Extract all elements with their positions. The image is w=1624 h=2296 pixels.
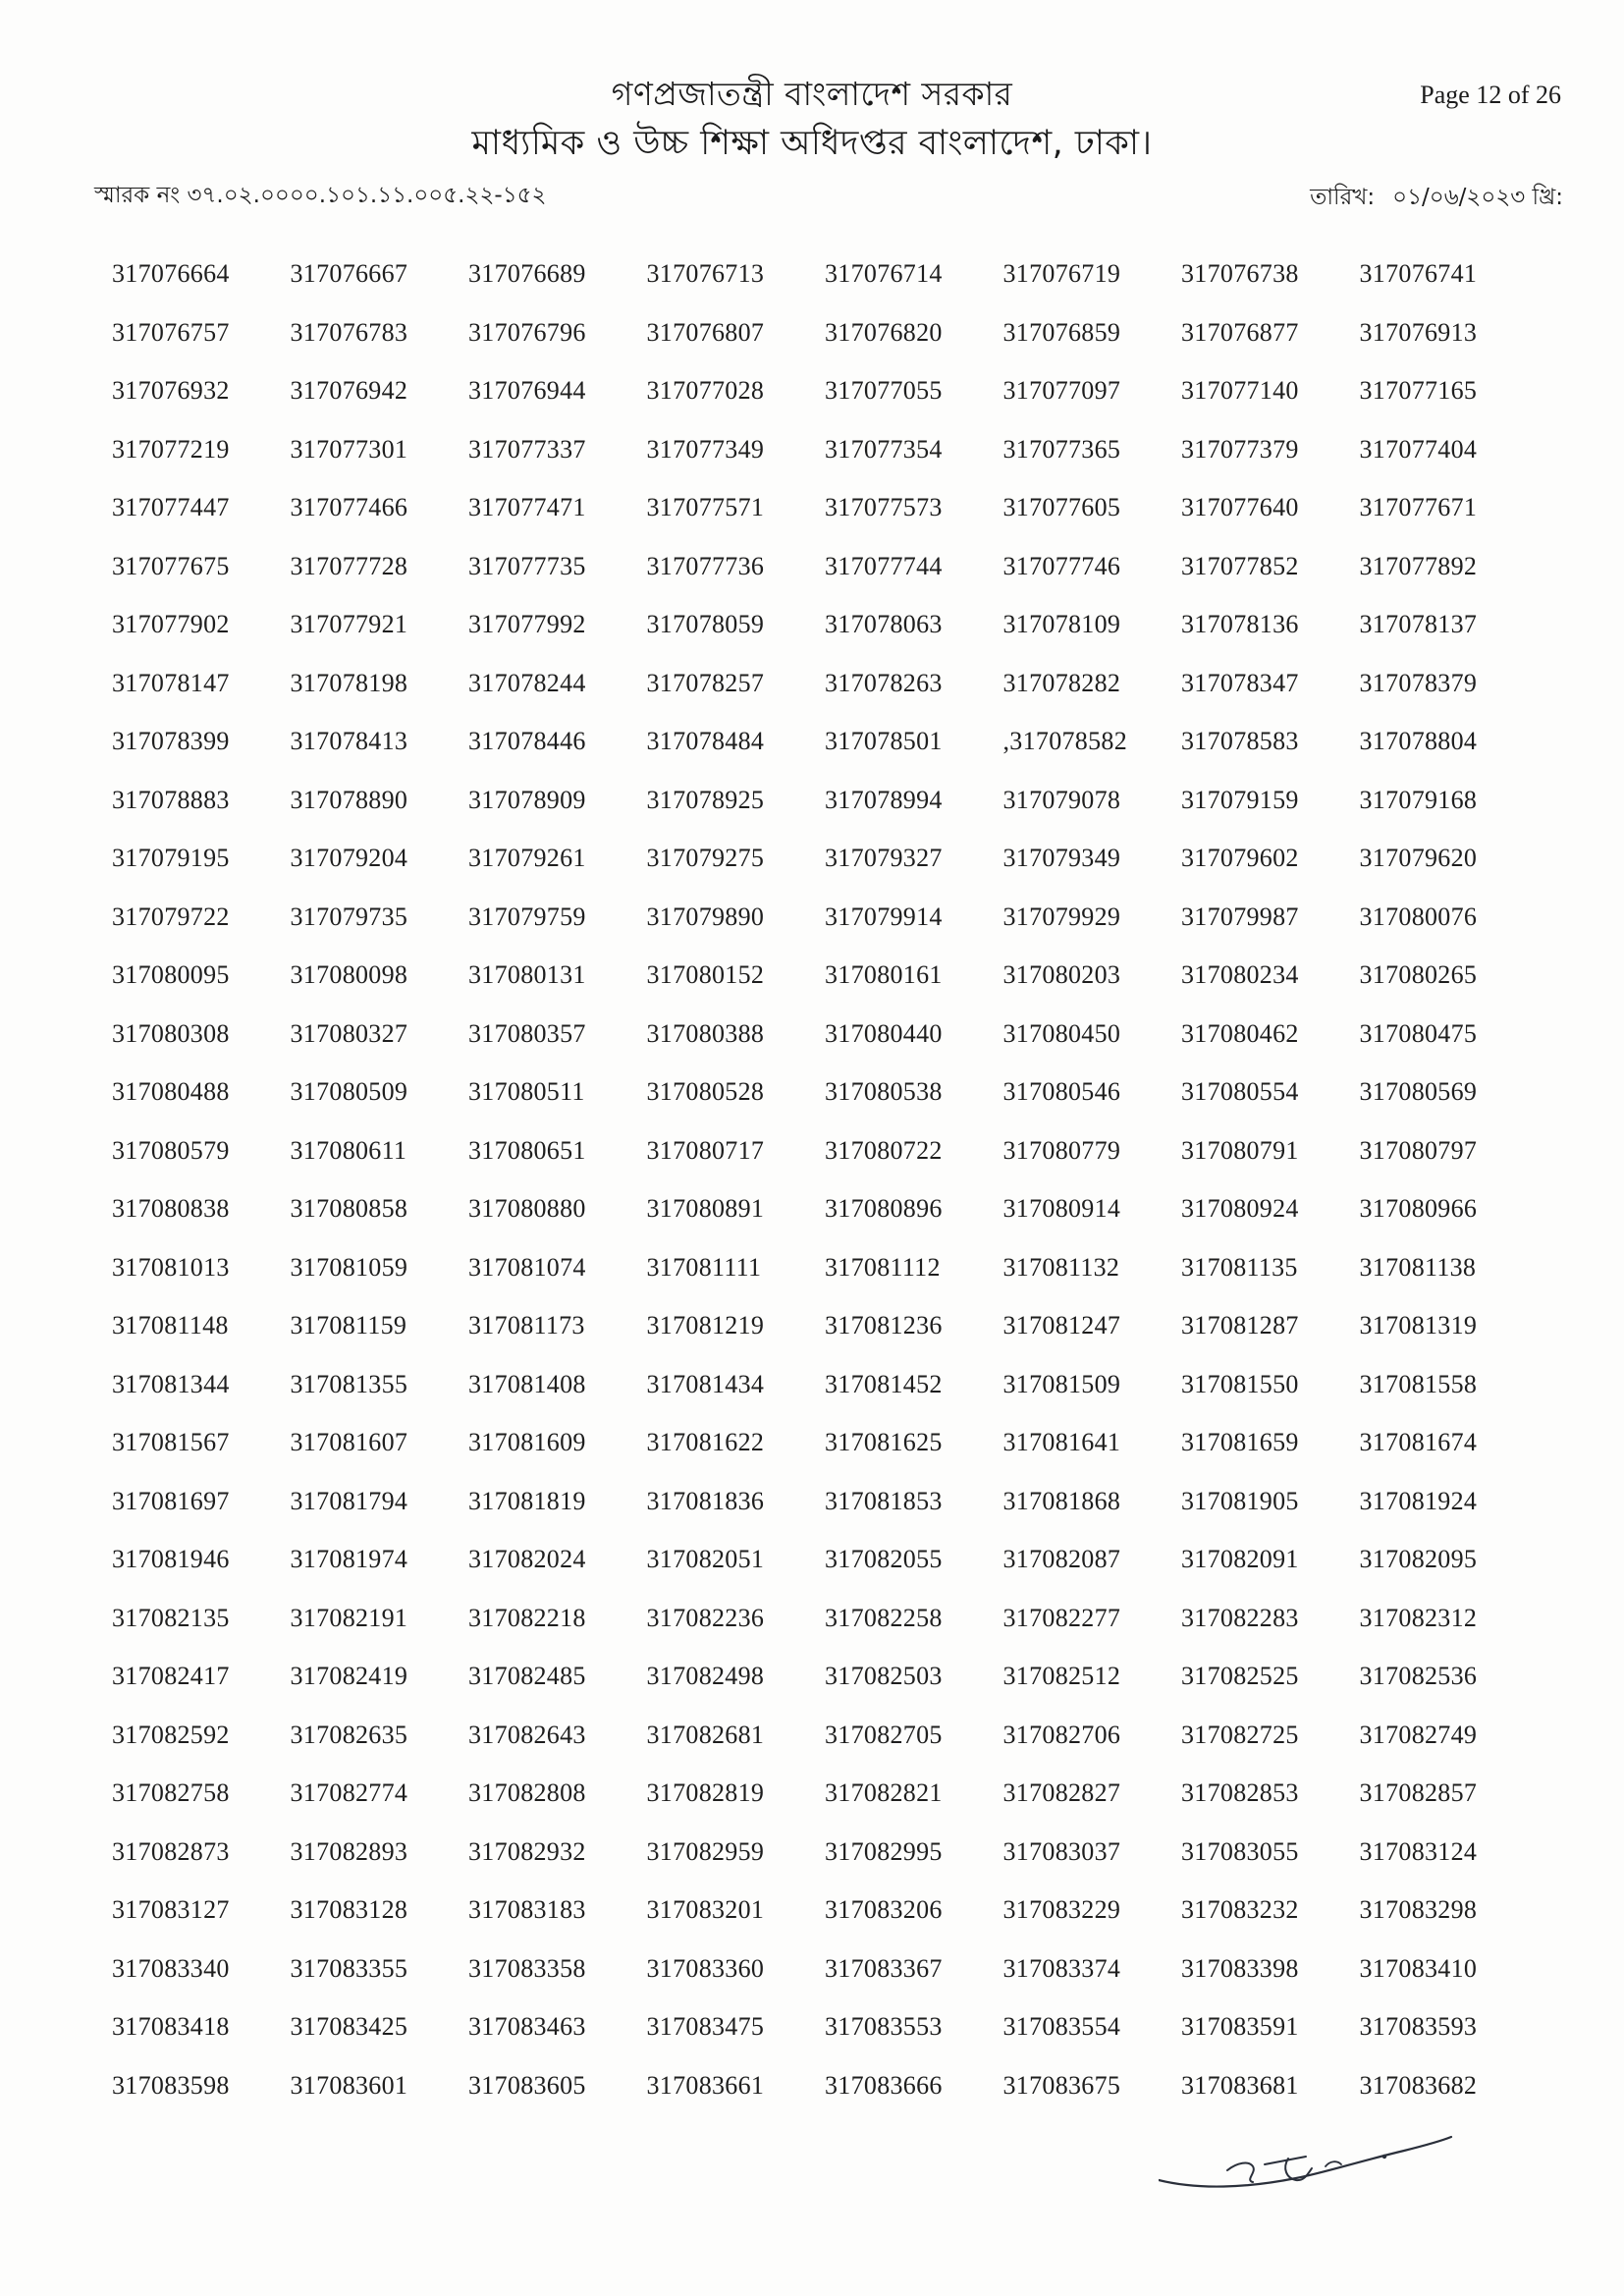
roll-number-cell: 317082932 [468,1836,586,1866]
roll-number-cell: 317083425 [290,2012,408,2041]
roll-number-cell: 317078583 [1181,727,1299,755]
roll-number-cell: 317078994 [825,785,943,814]
roll-number-table [112,259,1538,2129]
roll-number-cell: 317080475 [1359,1018,1478,1048]
roll-number-cell: 317076807 [646,317,765,347]
roll-number-cell: 317080095 [112,960,230,989]
roll-number-cell: 317083206 [825,1895,943,1924]
roll-number-cell: 317081905 [1181,1486,1299,1515]
roll-number-cell: 317080509 [290,1077,408,1106]
roll-number-cell: 317080076 [1359,902,1478,931]
roll-number-cell: 317081622 [646,1428,765,1456]
roll-number-cell: 317080838 [112,1194,230,1223]
roll-number-cell: 317076741 [1359,259,1478,288]
roll-number-cell: 317080528 [646,1077,765,1106]
roll-number-cell: 317082808 [468,1778,586,1807]
roll-number-cell: 317078263 [825,668,943,697]
roll-number-cell: 317078347 [1181,668,1299,697]
roll-number-cell: 317083601 [290,2070,408,2100]
roll-number-cell: 317078198 [290,668,408,697]
roll-number-cell: 317080388 [646,1018,765,1048]
roll-number-cell: 317077337 [468,434,586,464]
roll-number-cell: 317082498 [646,1662,765,1690]
roll-number-cell: 317080779 [1002,1135,1121,1165]
table-row [112,1077,1538,1136]
roll-number-cell: 317081355 [290,1369,408,1398]
roll-number-cell: 317081148 [112,1311,229,1339]
roll-number-cell: 317083591 [1181,2012,1299,2041]
roll-number-cell: 317080450 [1002,1018,1121,1048]
roll-number-cell: 317082725 [1181,1720,1299,1749]
roll-number-cell: 317080880 [468,1194,586,1223]
roll-number-cell: 317083128 [290,1895,408,1924]
roll-number-cell: 317081794 [290,1486,408,1515]
roll-number-cell: 317083398 [1181,1953,1299,1983]
roll-number-cell: 317078059 [646,610,765,638]
roll-number-cell: 317076932 [112,376,230,405]
table-row [112,1019,1538,1078]
roll-number-cell: 317083554 [1002,2012,1121,2041]
roll-number-cell: 317078257 [646,668,765,697]
roll-number-cell: 317082191 [290,1603,408,1632]
roll-number-cell: 317081550 [1181,1369,1299,1398]
roll-number-cell: 317082819 [646,1778,765,1807]
roll-number-cell: 317080546 [1002,1077,1121,1106]
roll-number-cell: 317076859 [1002,317,1121,347]
table-row [112,1253,1538,1312]
memo-date [1310,179,1563,217]
roll-number-cell: 317079890 [646,902,765,931]
roll-number-cell: 317082135 [112,1603,230,1632]
roll-number-cell: 317079722 [112,902,230,931]
roll-number-cell: 317080896 [825,1194,943,1223]
roll-number-cell: 317083605 [468,2070,586,2100]
table-row [112,552,1538,611]
roll-number-cell: 317077404 [1359,434,1478,464]
roll-number-cell: 317082774 [290,1778,408,1807]
roll-number-cell: 317077365 [1002,434,1121,464]
roll-number-cell: 317080488 [112,1077,230,1106]
table-row [112,1136,1538,1195]
roll-number-cell: 317082512 [1002,1662,1121,1690]
roll-number-cell: 317077675 [112,551,230,580]
roll-number-cell: 317080511 [468,1077,585,1106]
roll-number-cell: 317077028 [646,376,765,405]
roll-number-cell: 317077921 [290,610,408,638]
roll-number-cell: 317083127 [112,1895,230,1924]
roll-number-cell: 317077735 [468,551,586,580]
roll-number-cell: 317082706 [1002,1720,1121,1749]
roll-number-cell: 317077736 [646,551,765,580]
roll-number-cell: 317076757 [112,317,230,347]
roll-number-cell: 317083355 [290,1953,408,1983]
roll-number-cell: 317080152 [646,960,765,989]
roll-number-cell: 317080131 [468,960,586,989]
roll-number-cell: 317083475 [646,2012,765,2041]
roll-number-cell: 317082051 [646,1545,765,1573]
roll-number-cell: 317078446 [468,727,586,755]
roll-number-cell: 317080357 [468,1018,586,1048]
roll-number-cell: 317083661 [646,2070,765,2100]
roll-number-cell: 317076713 [646,259,765,288]
table-row [112,435,1538,494]
roll-number-cell: 317083418 [112,2012,230,2041]
table-row [112,669,1538,728]
roll-number-cell: 317082857 [1359,1778,1478,1807]
roll-number-cell: 317081868 [1002,1486,1121,1515]
table-row [112,1545,1538,1604]
roll-number-cell: 317082536 [1359,1662,1478,1690]
roll-number-cell: 317077571 [646,493,765,521]
government-title: গণপ্রজাতন্ত্রী বাংলাদেশ সরকার [611,75,1013,113]
roll-number-cell: 317082236 [646,1603,765,1632]
roll-number-cell: 317076783 [290,317,408,347]
roll-number-cell: 317077902 [112,610,230,638]
table-row [112,1194,1538,1253]
roll-number-cell: 317081132 [1002,1252,1120,1282]
roll-number-cell: 317078925 [646,785,765,814]
roll-number-cell: 317082827 [1002,1778,1121,1807]
roll-number-cell: 317081924 [1359,1486,1478,1515]
roll-number-cell: 317081434 [646,1369,765,1398]
roll-number-cell: 317078399 [112,727,230,755]
roll-number-cell: 317080722 [825,1135,943,1165]
roll-number-cell: 317083367 [825,1953,943,1983]
roll-number-cell: 317082503 [825,1662,943,1690]
roll-number-cell: 317083298 [1359,1895,1478,1924]
roll-number-cell: ,317078582 [1002,727,1127,755]
roll-number-cell: 317079349 [1002,844,1121,872]
roll-number-cell: 317082821 [825,1778,943,1807]
roll-number-cell: 317079327 [825,844,943,872]
roll-number-cell: 317081567 [112,1428,230,1456]
roll-number-cell: 317079261 [468,844,586,872]
roll-number-cell: 317081625 [825,1428,943,1456]
roll-number-cell: 317077466 [290,493,408,521]
roll-number-cell: 317081558 [1359,1369,1478,1398]
roll-number-cell: 317082024 [468,1545,586,1573]
roll-number-cell: 317081408 [468,1369,586,1398]
roll-number-cell: 317080791 [1181,1135,1299,1165]
roll-number-cell: 317083055 [1181,1836,1299,1866]
roll-number-cell: 317077573 [825,493,943,521]
roll-number-cell: 317082419 [290,1662,408,1690]
roll-number-cell: 317082853 [1181,1778,1299,1807]
roll-number-cell: 317079929 [1002,902,1121,931]
roll-number-cell: 317077379 [1181,434,1299,464]
roll-number-cell: 317078804 [1359,727,1478,755]
roll-number-cell: 317077744 [825,551,943,580]
roll-number-cell: 317076714 [825,259,943,288]
roll-number-cell: 317080611 [290,1135,407,1165]
roll-number-cell: 317082635 [290,1720,408,1749]
roll-number-cell: 317080924 [1181,1194,1299,1223]
table-row [112,1370,1538,1429]
table-row [112,1604,1538,1663]
roll-number-cell: 317076689 [468,259,586,288]
roll-number-cell: 317083340 [112,1953,230,1983]
roll-number-cell: 317077055 [825,376,943,405]
roll-number-cell: 317079204 [290,844,408,872]
roll-number-cell: 317077671 [1359,493,1478,521]
roll-number-cell: 317082681 [646,1720,765,1749]
table-row [112,1954,1538,2013]
table-row [112,727,1538,786]
roll-number-cell: 317077892 [1359,551,1478,580]
roll-number-cell: 317081236 [825,1311,943,1339]
roll-number-cell: 317083666 [825,2070,943,2100]
roll-number-cell: 317076664 [112,259,230,288]
roll-number-cell: 317081135 [1181,1252,1298,1282]
roll-number-cell: 317081112 [825,1252,941,1282]
roll-number-cell: 317082749 [1359,1720,1478,1749]
roll-number-cell: 317083593 [1359,2012,1478,2041]
roll-number-cell: 317081059 [290,1252,408,1282]
roll-number-cell: 317083037 [1002,1836,1121,1866]
roll-number-cell: 317080203 [1002,960,1121,989]
roll-number-cell: 317079159 [1181,785,1299,814]
roll-number-cell: 317079168 [1359,785,1478,814]
roll-number-cell: 317081509 [1002,1369,1121,1398]
roll-number-cell: 317082091 [1181,1545,1299,1573]
roll-number-cell: 317080966 [1359,1194,1478,1223]
roll-number-cell: 317081247 [1002,1311,1121,1339]
roll-number-cell: 317081607 [290,1428,408,1456]
roll-number-cell: 317082758 [112,1778,230,1807]
table-row [112,610,1538,669]
directorate-title: মাধ্যমিক ও উচ্চ শিক্ষা অধিদপ্তর বাংলাদেশ, ঢাকা। [471,124,1153,163]
roll-number-cell: 317082277 [1002,1603,1121,1632]
roll-number-cell: 317082592 [112,1720,230,1749]
roll-number-cell: 317082283 [1181,1603,1299,1632]
roll-number-cell: 317077992 [468,610,586,638]
roll-number-cell: 317081287 [1181,1311,1299,1339]
roll-number-cell: 317080265 [1359,960,1478,989]
roll-number-cell: 317081819 [468,1486,586,1515]
roll-number-cell: 317081138 [1359,1252,1477,1282]
roll-number-cell: 317080717 [646,1135,765,1165]
table-row [112,2071,1538,2130]
roll-number-cell: 317083232 [1181,1895,1299,1924]
table-row [112,1721,1538,1779]
table-row [112,1487,1538,1546]
roll-number-cell: 317079275 [646,844,765,872]
roll-number-cell: 317081853 [825,1486,943,1515]
roll-number-cell: 317077640 [1181,493,1299,521]
roll-number-cell: 317076667 [290,259,408,288]
roll-number-cell: 317081173 [468,1311,585,1339]
roll-number-cell: 317080554 [1181,1077,1299,1106]
roll-number-cell: 317082643 [468,1720,586,1749]
roll-number-cell: 317083360 [646,1953,765,1983]
roll-number-cell: 317081609 [468,1428,586,1456]
roll-number-cell: 317082218 [468,1603,586,1632]
roll-number-cell: 317076942 [290,376,408,405]
roll-number-cell: 317076796 [468,317,586,347]
roll-number-cell: 317080651 [468,1135,586,1165]
roll-number-cell: 317079914 [825,902,943,931]
roll-number-cell: 317083374 [1002,1953,1121,1983]
roll-number-cell: 317083229 [1002,1895,1121,1924]
table-row [112,1778,1538,1837]
roll-number-cell: 317080440 [825,1018,943,1048]
roll-number-cell: 317081836 [646,1486,765,1515]
roll-number-cell: 317083410 [1359,1953,1478,1983]
roll-number-cell: 317080579 [112,1135,230,1165]
memo-reference: স্মারক নং ৩৭.০২.০০০০.১০১.১১.০০৫.২২-১৫২ [94,183,547,208]
roll-number-cell: 317080098 [290,960,408,989]
table-row [112,2012,1538,2071]
roll-number-cell: 317083598 [112,2070,230,2100]
roll-number-cell: 317081111 [646,1252,762,1282]
roll-number-cell: 317082417 [112,1662,230,1690]
roll-number-cell: 317078890 [290,785,408,814]
page-number: Page 12 of 26 [1420,81,1561,109]
roll-number-cell: 317083553 [825,2012,943,2041]
roll-number-cell: 317078109 [1002,610,1121,638]
roll-number-cell: 317077097 [1002,376,1121,405]
roll-number-cell: 317078136 [1181,610,1299,638]
roll-number-cell: 317082055 [825,1545,943,1573]
roll-number-cell: 317082095 [1359,1545,1478,1573]
roll-number-cell: 317080914 [1002,1194,1121,1223]
roll-number-cell: 317080858 [290,1194,408,1223]
roll-number-cell: 317078909 [468,785,586,814]
roll-number-cell: 317083124 [1359,1836,1478,1866]
roll-number-cell: 317081946 [112,1545,230,1573]
table-row [112,902,1538,961]
table-row [112,1837,1538,1896]
table-row [112,1428,1538,1487]
roll-number-cell: 317082705 [825,1720,943,1749]
roll-number-cell: 317077165 [1359,376,1478,405]
table-row [112,1662,1538,1721]
roll-number-cell: 317083463 [468,2012,586,2041]
roll-number-cell: 317082087 [1002,1545,1121,1573]
roll-number-cell: 317082258 [825,1603,943,1632]
roll-number-cell: 317078883 [112,785,230,814]
roll-number-cell: 317078147 [112,668,230,697]
roll-number-cell: 317076877 [1181,317,1299,347]
roll-number-cell: 317081674 [1359,1428,1478,1456]
roll-number-cell: 317079987 [1181,902,1299,931]
table-row [112,1311,1538,1370]
roll-number-cell: 317081013 [112,1252,230,1282]
roll-number-cell: 317080797 [1359,1135,1478,1165]
roll-number-cell: 317080161 [825,960,943,989]
roll-number-cell: 317082485 [468,1662,586,1690]
roll-number-cell: 317077140 [1181,376,1299,405]
roll-number-cell: 317079078 [1002,785,1121,814]
table-row [112,318,1538,377]
roll-number-cell: 317083681 [1181,2070,1299,2100]
roll-number-cell: 317082873 [112,1836,230,1866]
roll-number-cell: 317082525 [1181,1662,1299,1690]
table-row [112,786,1538,845]
roll-number-cell: 317079759 [468,902,586,931]
date-label: তারিখ: [1310,185,1376,210]
roll-number-cell: 317081659 [1181,1428,1299,1456]
roll-number-cell: 317077447 [112,493,230,521]
roll-number-cell: 317082995 [825,1836,943,1866]
roll-number-cell: 317078501 [825,727,943,755]
roll-number-cell: 317081319 [1359,1311,1478,1339]
table-row [112,493,1538,552]
roll-number-cell: 317080327 [290,1018,408,1048]
roll-number-cell: 317076913 [1359,317,1478,347]
roll-number-cell: 317078244 [468,668,586,697]
roll-number-cell: 317081641 [1002,1428,1121,1456]
roll-number-cell: 317083358 [468,1953,586,1983]
roll-number-cell: 317077219 [112,434,230,464]
roll-number-cell: 317083183 [468,1895,586,1924]
table-row [112,259,1538,318]
roll-number-cell: 317076738 [1181,259,1299,288]
roll-number-cell: 317076820 [825,317,943,347]
roll-number-cell: 317083682 [1359,2070,1478,2100]
roll-number-cell: 317080462 [1181,1018,1299,1048]
roll-number-cell: 317077605 [1002,493,1121,521]
roll-number-cell: 317078063 [825,610,943,638]
roll-number-cell: 317079735 [290,902,408,931]
roll-number-cell: 317079620 [1359,844,1478,872]
roll-number-cell: 317079195 [112,844,230,872]
date-value: ০১/০৬/২০২৩ খ্রি: [1392,185,1563,210]
roll-number-cell: 317077349 [646,434,765,464]
roll-number-cell: 317078282 [1002,668,1121,697]
roll-number-cell: 317081219 [646,1311,765,1339]
table-row [112,844,1538,902]
roll-number-cell: 317077301 [290,434,408,464]
roll-number-cell: 317080308 [112,1018,230,1048]
roll-number-cell: 317079602 [1181,844,1299,872]
roll-number-cell: 317082312 [1359,1603,1478,1632]
roll-number-cell: 317078413 [290,727,408,755]
roll-number-cell: 317082959 [646,1836,765,1866]
roll-number-cell: 317078137 [1359,610,1478,638]
roll-number-cell: 317076719 [1002,259,1121,288]
roll-number-cell: 317083201 [646,1895,765,1924]
roll-number-cell: 317080891 [646,1194,765,1223]
roll-number-cell: 317076944 [468,376,586,405]
table-row [112,1895,1538,1954]
roll-number-cell: 317077354 [825,434,943,464]
roll-number-cell: 317080538 [825,1077,943,1106]
table-row [112,376,1538,435]
table-row [112,960,1538,1019]
roll-number-cell: 317080569 [1359,1077,1478,1106]
roll-number-cell: 317078484 [646,727,765,755]
roll-number-cell: 317077852 [1181,551,1299,580]
roll-number-cell: 317082893 [290,1836,408,1866]
roll-number-cell: 317077471 [468,493,586,521]
roll-number-cell: 317077746 [1002,551,1121,580]
roll-number-cell: 317081074 [468,1252,586,1282]
roll-number-cell: 317083675 [1002,2070,1121,2100]
roll-number-cell: 317080234 [1181,960,1299,989]
roll-number-cell: 317081344 [112,1369,230,1398]
roll-number-cell: 317081159 [290,1311,407,1339]
roll-number-cell: 317081974 [290,1545,408,1573]
roll-number-cell: 317081697 [112,1486,230,1515]
roll-number-cell: 317081452 [825,1369,943,1398]
roll-number-cell: 317078379 [1359,668,1478,697]
signature-icon [1159,2129,1453,2208]
roll-number-cell: 317077728 [290,551,408,580]
